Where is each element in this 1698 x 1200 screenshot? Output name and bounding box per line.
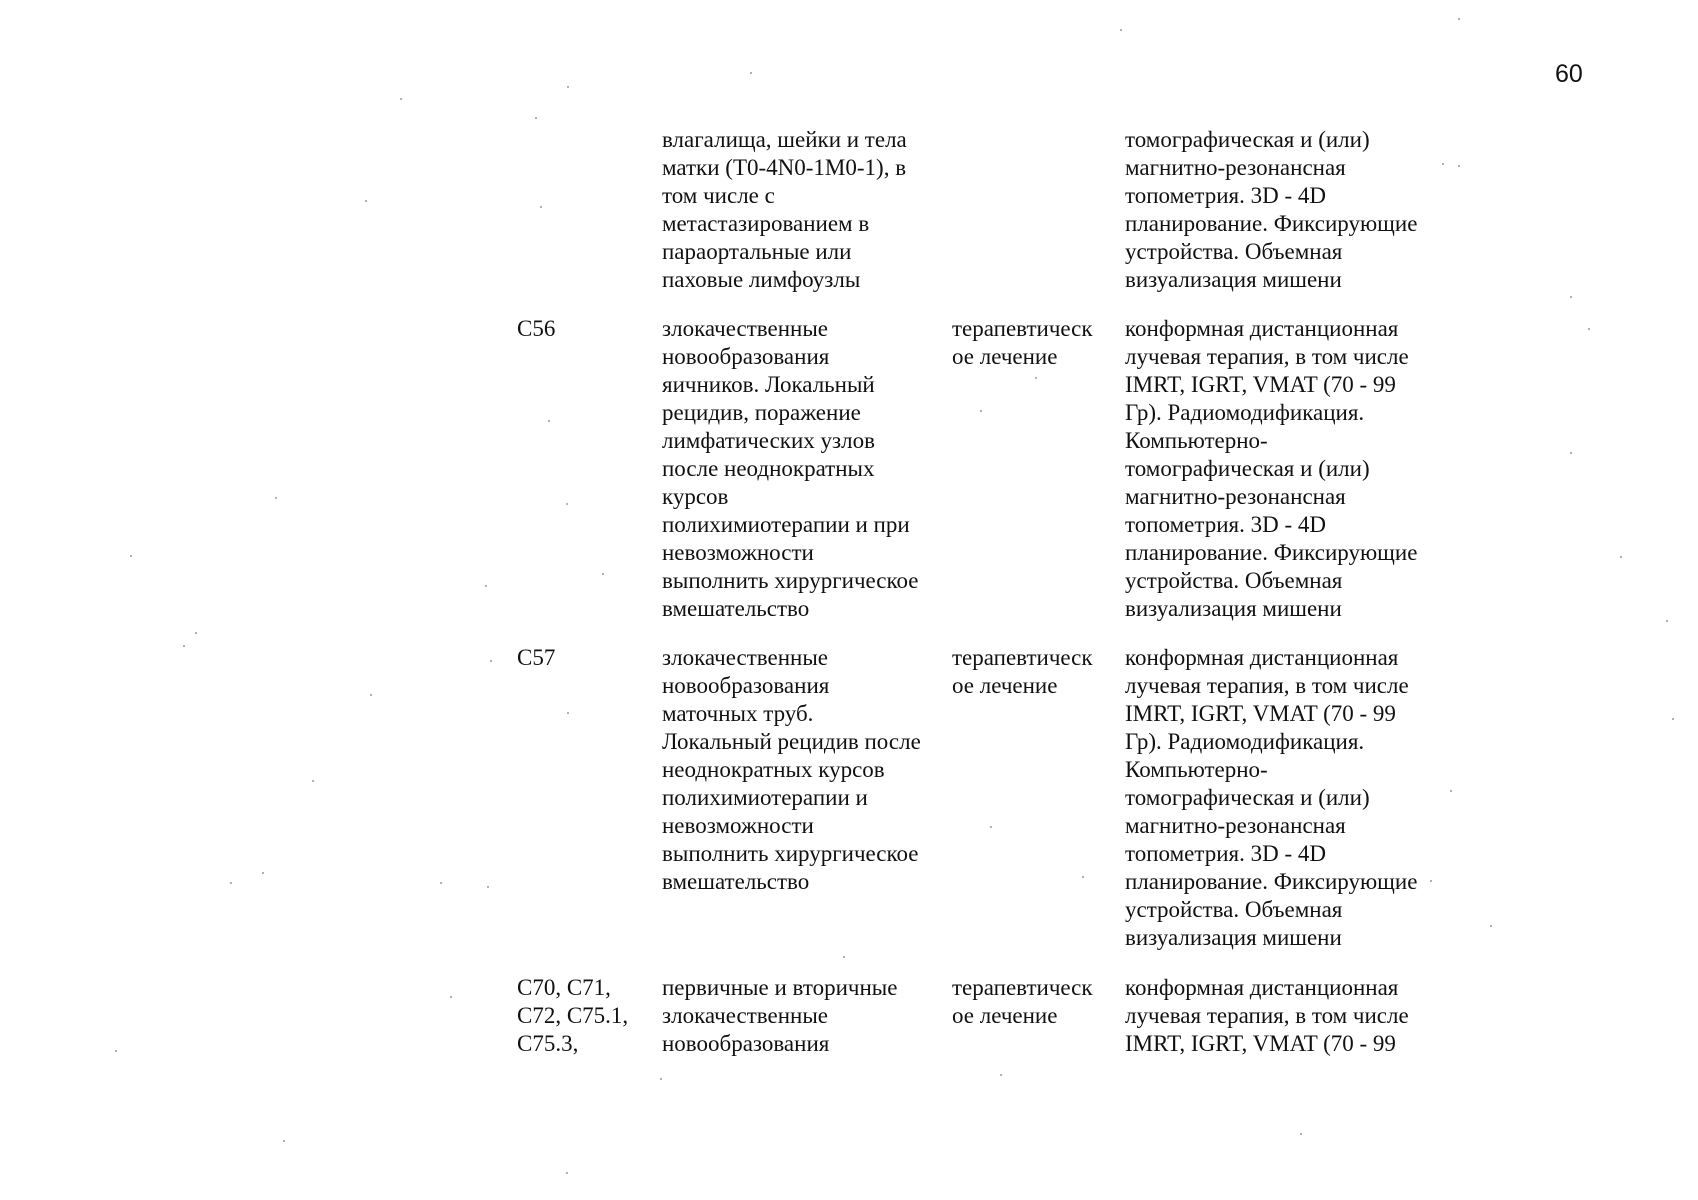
page-number: 60 — [1555, 60, 1583, 88]
diagnosis-cell: первичные и вторичные злокачественные новообразования — [662, 975, 898, 1056]
icd-code-cell: C70, C71, C72, C75.1, C75.3, — [517, 975, 629, 1056]
treatment-type-cell: терапевтическ ое лечение — [952, 316, 1093, 369]
treatment-type-cell: терапевтическ ое лечение — [952, 645, 1093, 698]
icd-code-cell: C56 — [517, 316, 556, 341]
treatment-method-cell: томографическая и (или) магнитно-резонансная топометрия. 3D - 4D планирование. Фиксирующие устройства. Объемная визуализация мишени — [1125, 127, 1418, 292]
treatment-method-cell: конформная дистанционная лучевая терапия, в том числе IMRT, IGRT, VMAT (70 - 99 — [1125, 975, 1409, 1056]
treatment-type-cell: терапевтическ ое лечение — [952, 975, 1093, 1028]
diagnosis-cell: злокачественные новообразования маточных труб. Локальный рецидив после неоднократных курсов полихимиотерапии и невозможности выполнить хирургическое вмешательство — [662, 645, 921, 894]
treatment-method-cell: конформная дистанционная лучевая терапия, в том числе IMRT, IGRT, VMAT (70 - 99 Гр). Радиомодификация. Компьютерно- томографическая и (или) магнитно-резонансная топометрия. 3D - 4D планирование. Фиксирующие устройства. Объемная визуализация мишени — [1125, 645, 1418, 950]
icd-code-cell: C57 — [517, 645, 556, 670]
diagnosis-cell: влагалища, шейки и тела матки (T0-4N0-1M0-1), в том числе с метастазированием в параортальные или паховые лимфоузлы — [662, 127, 907, 292]
treatment-method-cell: конформная дистанционная лучевая терапия, в том числе IMRT, IGRT, VMAT (70 - 99 Гр). Радиомодификация. Компьютерно- томографическая и (или) магнитно-резонансная топометрия. 3D - 4D планирование. Фиксирующие устройства. Объемная визуализация мишени — [1125, 316, 1418, 621]
diagnosis-cell: злокачественные новообразования яичников. Локальный рецидив, поражение лимфатических узлов после неоднократных курсов полихимиотерапии и при невозможности выполнить хирургическое вмешательство — [662, 316, 919, 621]
